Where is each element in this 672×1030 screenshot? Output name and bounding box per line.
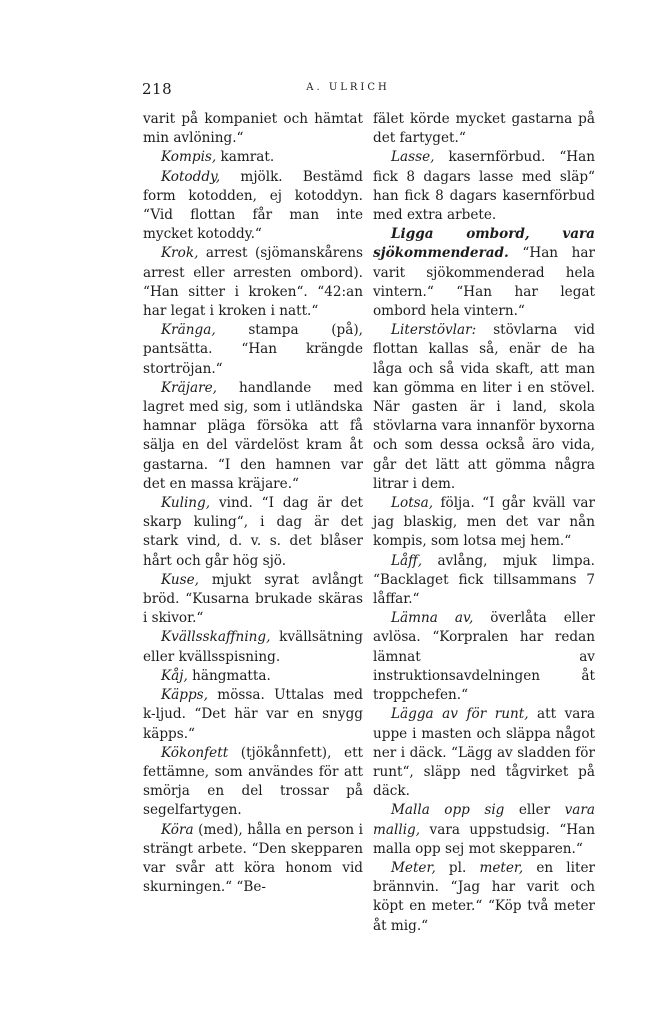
entry-definition: mössa. Uttalas med k-ljud. “Det här var en snygg käpps.“ bbox=[143, 687, 363, 742]
entry-term: Låff, bbox=[391, 552, 423, 569]
dictionary-entry bbox=[373, 494, 595, 552]
entry-definition: kvällsätning eller kvällsspisning. bbox=[143, 629, 363, 665]
entry-term: meter, bbox=[479, 859, 524, 876]
dictionary-entry bbox=[143, 321, 363, 379]
entry-term: Ligga ombord, vara sjökommenderad. bbox=[373, 226, 595, 262]
entry-term: Kränga, bbox=[161, 322, 216, 339]
dictionary-entry bbox=[143, 628, 363, 666]
entry-term: Lasse, bbox=[391, 149, 435, 166]
dictionary-entry bbox=[373, 801, 595, 859]
running-head: A. ULRICH bbox=[306, 82, 390, 93]
entry-term: Malla opp sig bbox=[391, 802, 505, 819]
entry-term: Kompis, bbox=[161, 149, 217, 166]
dictionary-entry bbox=[143, 110, 363, 148]
entry-term: Literstövlar: bbox=[391, 322, 477, 339]
entry-definition: (med), hålla en person i strängt arbete. “Den skepparen var svår att köra honom vid skurningen.“ “Be- bbox=[143, 821, 363, 896]
entry-term: Lotsa, bbox=[391, 495, 434, 512]
entry-term: Kvällsskaffning, bbox=[161, 629, 271, 646]
entry-definition: eller bbox=[504, 802, 565, 819]
entry-definition: kasernförbud. “Han fick 8 dagars lasse med släp“ han fick 8 dagars kasernförbud med extra arbete. bbox=[373, 149, 595, 224]
entry-definition: handlande med lagret med sig, som i utländska hamnar pläga försöka att få sälja en del värdelöst kram åt gastarna. “I den hamnen var det en massa kräjare.“ bbox=[143, 379, 363, 492]
dictionary-entry bbox=[143, 244, 363, 321]
dictionary-entry bbox=[143, 686, 363, 744]
dictionary-entry bbox=[373, 148, 595, 225]
entry-term: Meter, bbox=[391, 859, 436, 876]
dictionary-entry bbox=[143, 168, 363, 245]
entry-term: Lämna av, bbox=[391, 610, 474, 627]
dictionary-entry bbox=[373, 110, 595, 148]
right-column bbox=[373, 110, 595, 936]
entry-definition: stövlarna vid flottan kallas så, enär de ha låga och så vida skaft, att man kan gömma en liter i en stövel. När gasten är i land, skola stövlarna vara innanför byxorna och som dessa också äro vida, går det lätt att gömma några litrar i dem. bbox=[373, 322, 595, 492]
entry-definition: varit på kompaniet och hämtat min avlöning.“ bbox=[143, 111, 363, 147]
entry-definition: avlång, mjuk limpa. “Backlaget fick tillsammans 7 låffar.“ bbox=[373, 552, 595, 608]
page-number: 218 bbox=[142, 80, 173, 98]
entry-definition: hängmatta. bbox=[187, 667, 271, 684]
entry-term: Lägga av för runt, bbox=[391, 706, 529, 723]
dictionary-entry bbox=[373, 609, 595, 705]
entry-term: Köra bbox=[161, 821, 194, 838]
entry-definition: mjukt syrat avlångt bröd. “Kusarna brukade skäras i skivor.“ bbox=[143, 571, 363, 627]
dictionary-entry bbox=[143, 571, 363, 629]
entry-term: Kuling, bbox=[161, 495, 211, 512]
entry-term: Kökonfett bbox=[161, 744, 229, 761]
dictionary-entry bbox=[143, 744, 363, 821]
entry-term: Kåj, bbox=[161, 667, 188, 684]
left-column bbox=[143, 110, 363, 897]
entry-term: Käpps, bbox=[161, 687, 208, 704]
entry-definition: vind. “I dag är det skarp kuling“, i dag är det stark vind, d. v. s. det blåser hårt och går hög sjö. bbox=[143, 495, 363, 569]
dictionary-entry bbox=[143, 667, 363, 686]
dictionary-entry bbox=[143, 821, 363, 898]
entry-term: vara mallig, bbox=[373, 802, 595, 838]
entry-definition: stampa (på), pantsätta. “Han krängde stortröjan.“ bbox=[143, 322, 363, 377]
entry-definition: arrest (sjömanskårens arrest eller arresten ombord). “Han sitter i kroken“. “42:an har legat i kroken i natt.“ bbox=[143, 245, 363, 320]
entry-term: Kuse, bbox=[161, 571, 199, 588]
entry-definition: kamrat. bbox=[216, 149, 275, 166]
entry-term: Kotoddy, bbox=[161, 168, 221, 185]
entry-term: Kräjare, bbox=[161, 379, 217, 396]
entry-definition: mjölk. Bestämd form kotodden, ej kotoddyn. “Vid flottan får man inte mycket kotoddy.“ bbox=[143, 168, 363, 243]
entry-definition: att vara uppe i masten och släppa något ner i däck. “Lägg av sladden för runt“, släpp ned tågvirket på däck. bbox=[373, 706, 595, 800]
entry-definition: “Han har varit sjökommenderad hela vintern.“ “Han har legat ombord hela vintern.“ bbox=[373, 245, 595, 320]
entry-definition: (tjökånnfett), ett fettämne, som användes för att smörja en del trossar på segelfartygen. bbox=[143, 744, 363, 819]
entry-definition: fälet körde mycket gastarna på det fartyget.“ bbox=[373, 111, 595, 147]
dictionary-entry bbox=[143, 148, 363, 167]
dictionary-entry bbox=[143, 379, 363, 494]
entry-definition: en liter brännvin. “Jag har varit och köpt en meter.“ “Köp två meter åt mig.“ bbox=[373, 859, 595, 934]
dictionary-entry bbox=[373, 705, 595, 801]
entry-definition: överlåta eller avlösa. “Korpralen har redan lämnat av instruktionsavdelningen åt troppchefen.“ bbox=[373, 610, 595, 704]
entry-term: Krok, bbox=[161, 245, 199, 262]
dictionary-entry bbox=[373, 321, 595, 494]
dictionary-entry bbox=[373, 552, 595, 610]
entry-definition: vara uppstudsig. “Han malla opp sej mot skepparen.“ bbox=[373, 821, 595, 857]
dictionary-entry bbox=[143, 494, 363, 571]
dictionary-entry bbox=[373, 225, 595, 321]
dictionary-entry bbox=[373, 859, 595, 936]
entry-definition: följa. “I går kväll var jag blaskig, men det var nån kompis, som lotsa mej hem.“ bbox=[373, 495, 595, 550]
entry-definition: pl. bbox=[435, 859, 480, 876]
